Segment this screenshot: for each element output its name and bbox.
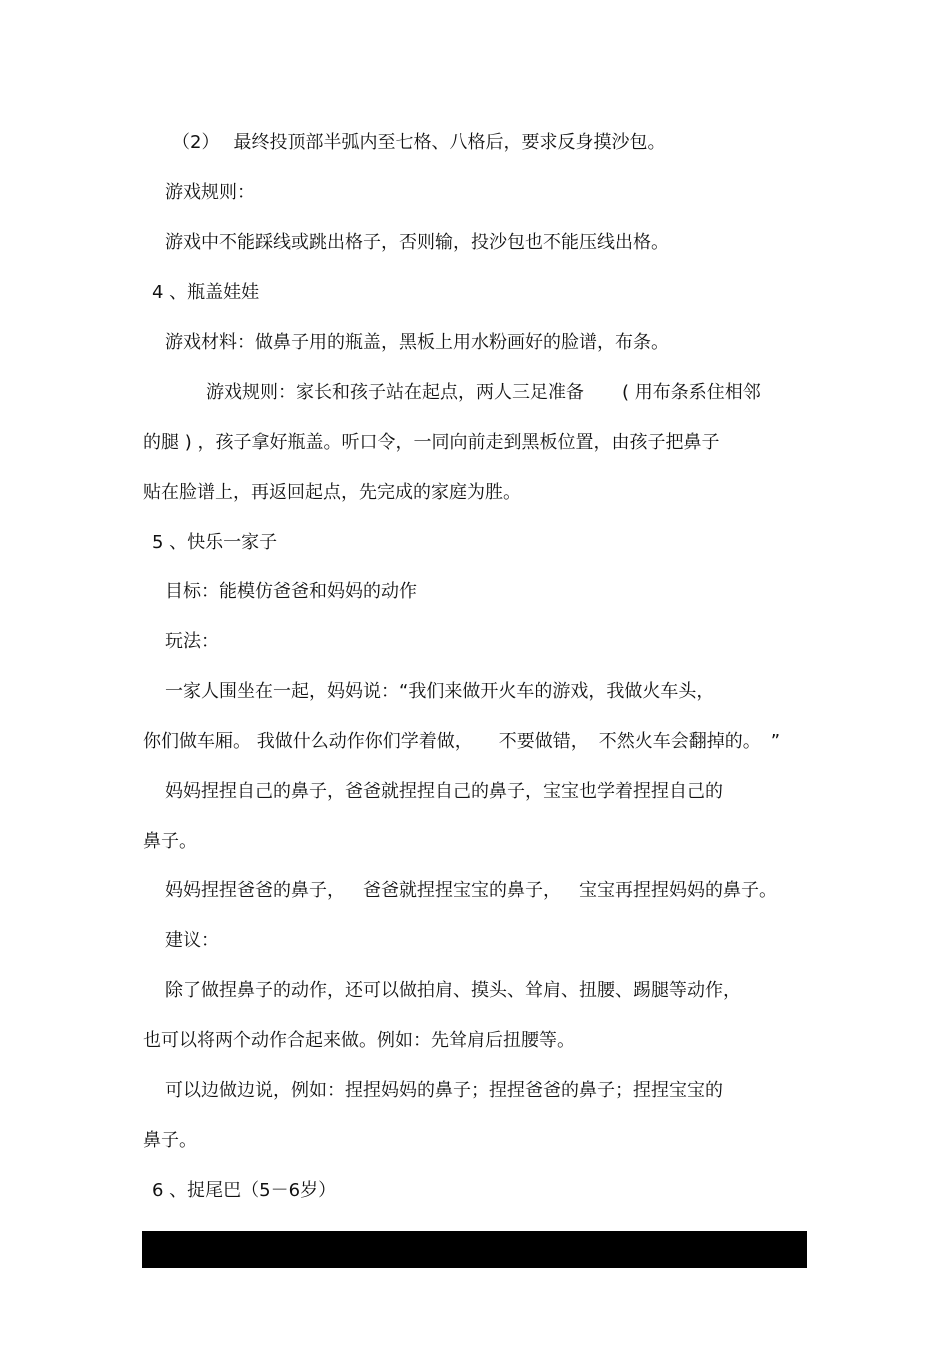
rules-text: 游戏中不能踩线或跳出格子，否则输，投沙包也不能压线出格。 — [165, 232, 669, 253]
suggestion-label: 建议： — [165, 930, 219, 951]
section-heading-5: 5 、快乐一家子 — [152, 532, 278, 553]
section-heading-4: 4 、瓶盖娃娃 — [152, 282, 260, 303]
play-text-2-part-c: 不然火车会翻掉的。 — [598, 731, 761, 752]
section-heading-6: 6 、捉尾巴（5－6岁） — [152, 1180, 337, 1201]
play-text-4-part-c: 宝宝再捏捏妈妈的鼻子。 — [579, 880, 777, 901]
play-text-3-cont: 鼻子。 — [143, 831, 197, 852]
play-text-4-part-a: 妈妈捏捏爸爸的鼻子， — [165, 880, 345, 901]
rules-text-4-part-b: ( 用布条系住相邻 — [622, 382, 761, 403]
materials-text: 游戏材料：做鼻子用的瓶盖，黑板上用水粉画好的脸谱，布条。 — [165, 332, 669, 353]
suggestion-text-2: 也可以将两个动作合起来做。例如：先耸肩后扭腰等。 — [143, 1030, 575, 1051]
rules-text-4-cont-1: 的腿 ) ，孩子拿好瓶盖。听口令，一同向前走到黑板位置，由孩子把鼻子 — [143, 432, 720, 453]
rules-text-4-cont-2: 贴在脸谱上，再返回起点，先完成的家庭为胜。 — [143, 482, 521, 503]
suggestion-text-1: 除了做捏鼻子的动作，还可以做拍肩、摸头、耸肩、扭腰、踢腿等动作， — [165, 980, 741, 1001]
play-text-2 — [143, 730, 780, 754]
play-text-1: 一家人围坐在一起，妈妈说：“我们来做开火车的游戏，我做火车头， — [165, 681, 715, 702]
how-to-play-label: 玩法： — [165, 631, 219, 652]
play-text-2-part-b: 不要做错， — [498, 731, 589, 752]
play-text-4-part-b: 爸爸就捏捏宝宝的鼻子， — [363, 880, 561, 901]
rules-text-4-part-a: 游戏规则：家长和孩子站在起点，两人三足准备 — [206, 382, 584, 403]
suggestion-text-3-cont: 鼻子。 — [143, 1130, 197, 1151]
rules-text-4 — [206, 381, 761, 405]
rules-label: 游戏规则： — [165, 182, 255, 203]
goal-text: 目标：能模仿爸爸和妈妈的动作 — [165, 581, 417, 602]
step-text: 最终投顶部半弧内至七格、八格后，要求反身摸沙包。 — [233, 132, 666, 153]
play-text-2-part-d: ” — [770, 731, 781, 752]
play-text-4 — [165, 879, 777, 903]
step-2-line — [172, 131, 665, 155]
black-redaction-bar — [142, 1231, 807, 1268]
suggestion-text-3: 可以边做边说，例如：捏捏妈妈的鼻子；捏捏爸爸的鼻子；捏捏宝宝的 — [165, 1080, 723, 1101]
step-number: （2） — [172, 132, 220, 153]
play-text-2-part-a: 你们做车厢。 我做什么动作你们学着做， — [143, 731, 473, 752]
play-text-3: 妈妈捏捏自己的鼻子，爸爸就捏捏自己的鼻子，宝宝也学着捏捏自己的 — [165, 781, 723, 802]
